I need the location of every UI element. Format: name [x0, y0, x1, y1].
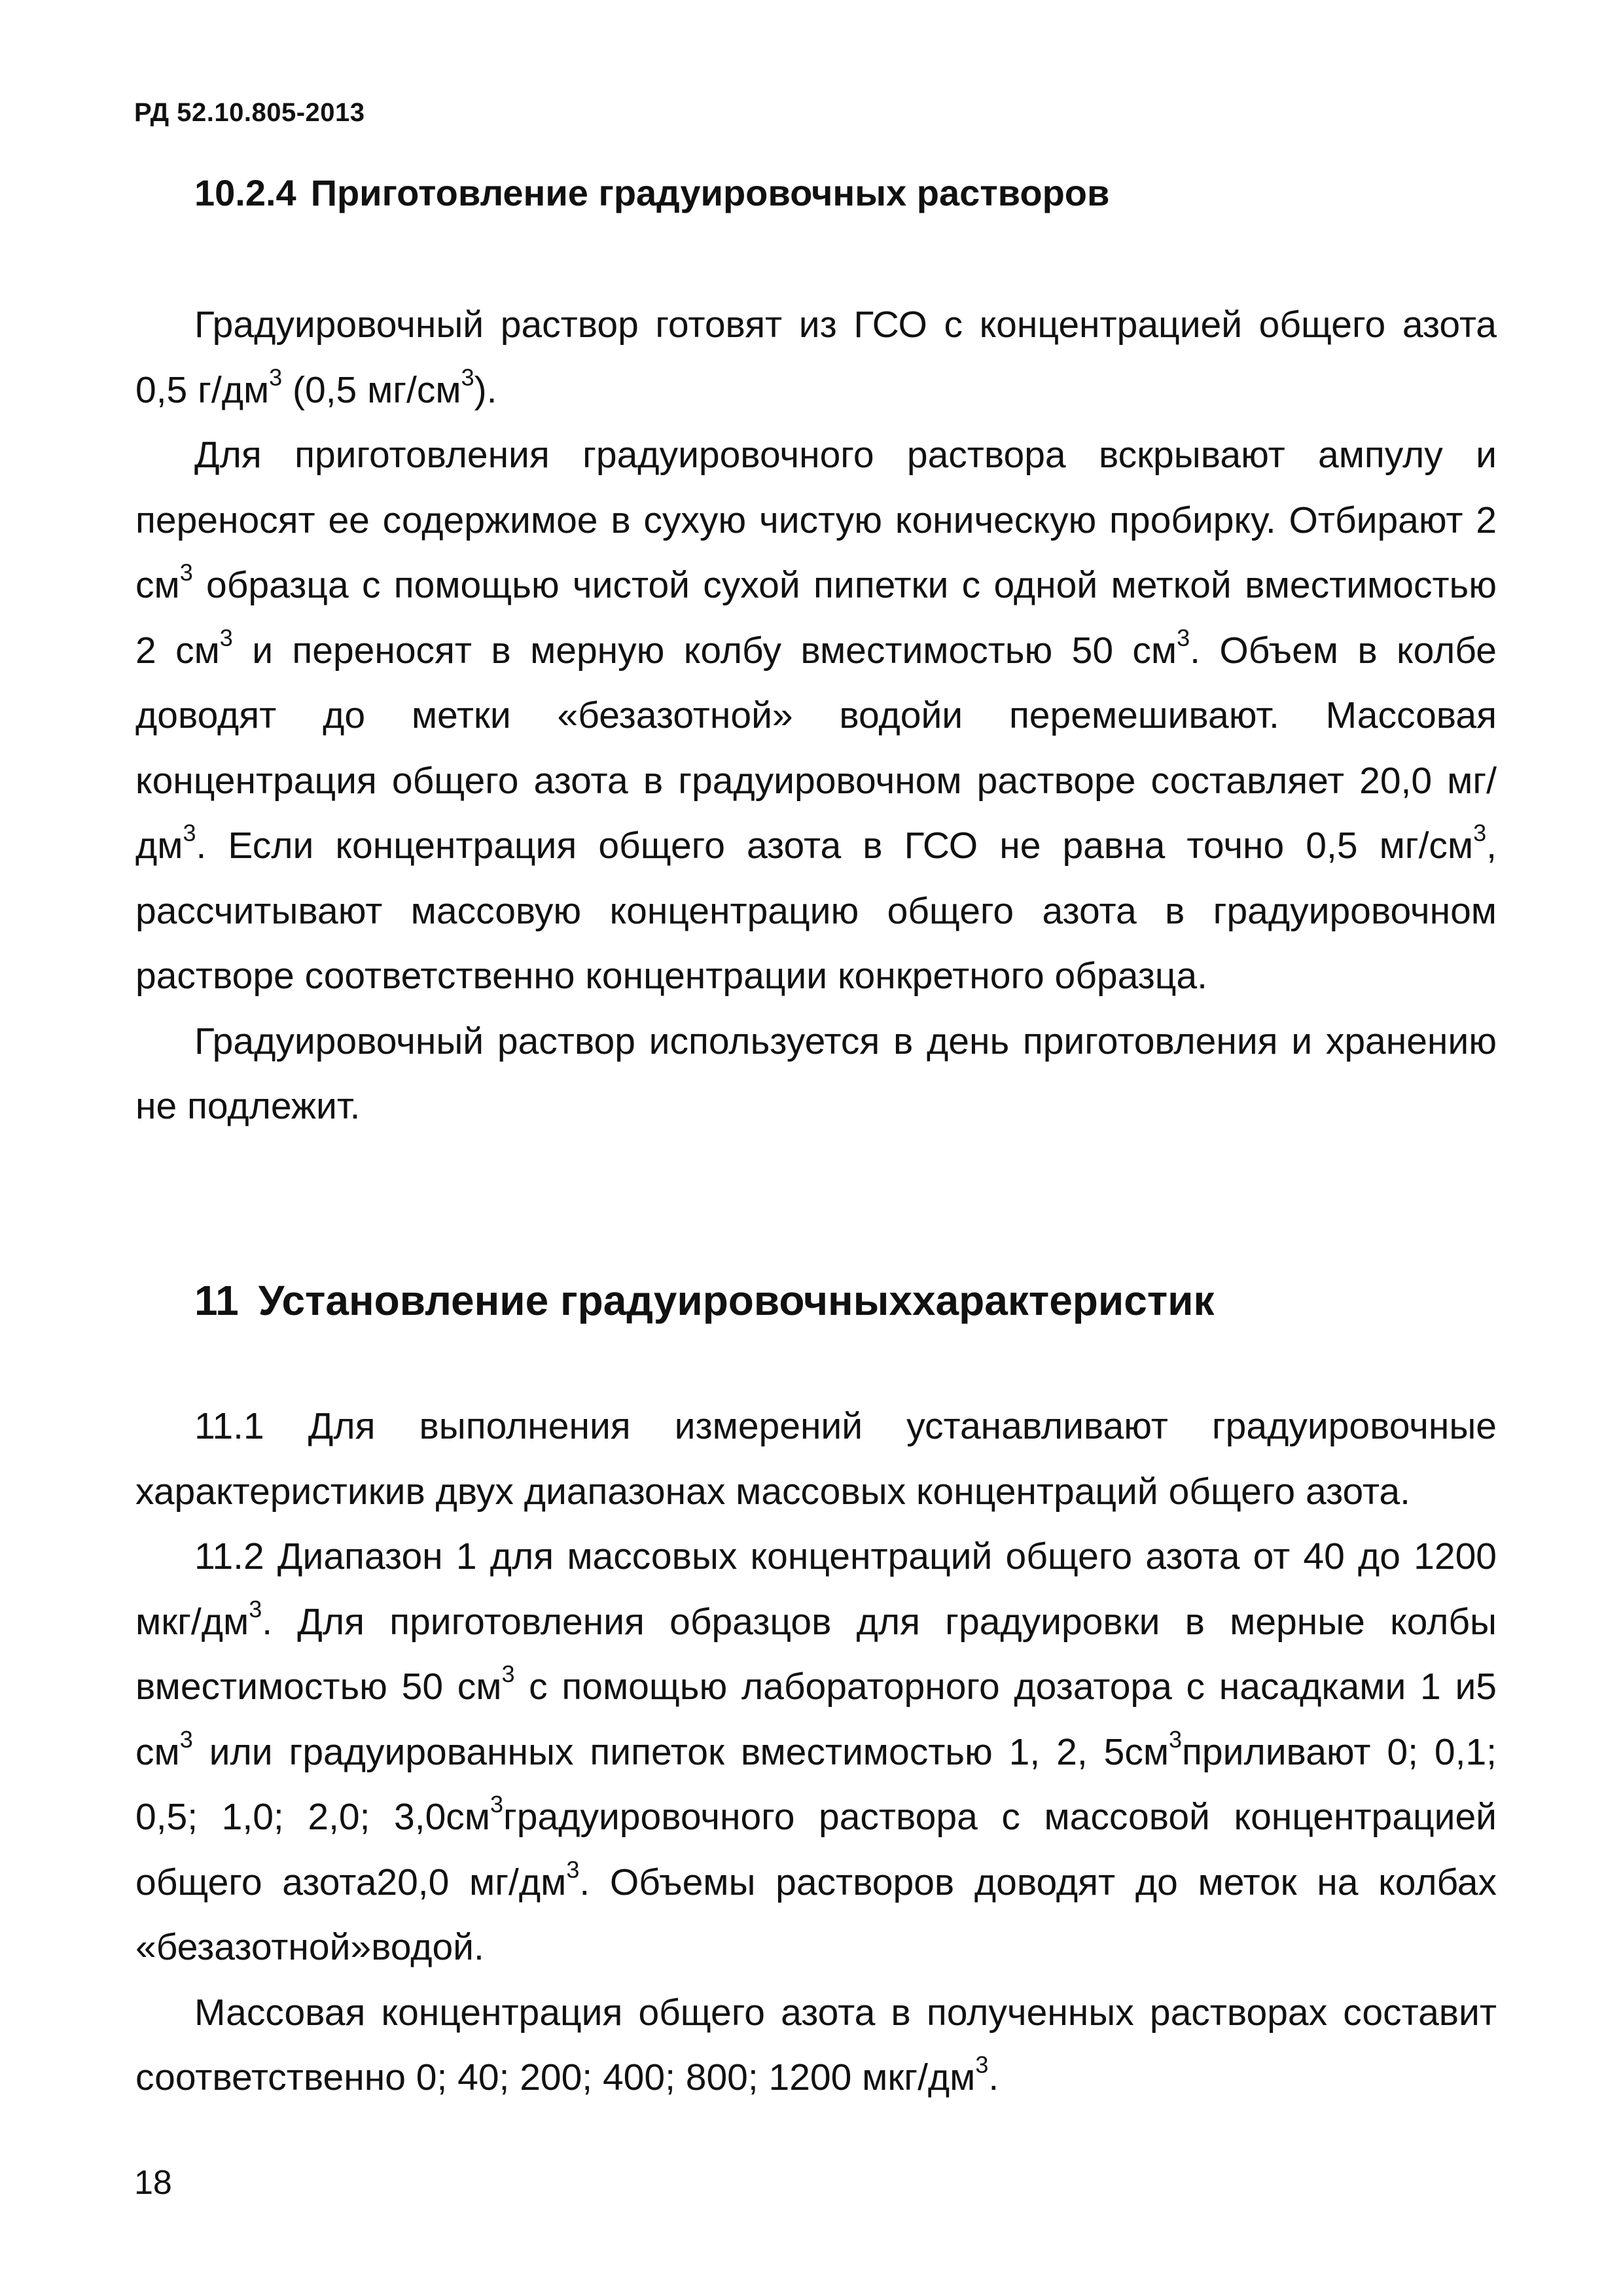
text-run: Для приготовления градуировочного раствора вскрывают ампулу и переносят ее содержимое в сухую чистую коническую пробирку. Отбирают 2 см [135, 434, 1497, 606]
text-run: , рассчитывают массовую концентрацию общего азота в градуировочном растворе соответственно концентрации конкретного образца. [135, 825, 1497, 997]
text-run: или градуированных пипеток вместимостью 1, 2, 5см [192, 1731, 1169, 1773]
section-11-heading [194, 1276, 1215, 1325]
section-number: 10.2.4 [194, 172, 296, 213]
superscript: 3 [1473, 819, 1487, 846]
superscript: 3 [183, 819, 196, 846]
text-run: с помощью лабораторного дозатора с насадками 1 и5 см [135, 1666, 1497, 1773]
superscript: 3 [179, 1725, 193, 1753]
text-run: образца с помощью чистой сухой пипетки с одной меткой вместимостью 2 см [135, 564, 1497, 672]
paragraph [135, 293, 1497, 423]
superscript: 3 [1169, 1725, 1183, 1753]
superscript: 3 [179, 559, 193, 586]
superscript: 3 [219, 624, 233, 651]
text-run: Массовая концентрация общего азота в полученных растворах составит соответственно 0; 40; 200; 400; 800; 1200 мкг/дм [135, 1991, 1497, 2098]
superscript: 3 [975, 2051, 989, 2078]
paragraph [135, 423, 1497, 1009]
superscript: 3 [1177, 624, 1190, 651]
text-run: . Объемы растворов доводят до меток на колбах «безазотной»водой. [135, 1861, 1497, 1968]
text-run: 11.2 Диапазон 1 для массовых концентраций общего азота от 40 до 1200 мкг/дм [135, 1535, 1497, 1643]
text-run: . Объем в колбе доводят до метки «безазотной» водойи перемешивают. Массовая концентрация общего азота в градуировочном растворе составляет 20,0 мг/дм [135, 629, 1497, 867]
text-run: . Для приготовления образцов для градуировки в мерные колбы вместимостью 50 см [135, 1600, 1497, 1708]
section-title: Приготовление градуировочных растворов [310, 172, 1110, 213]
text-run: и переносят в мерную колбу вместимостью 50 см [232, 629, 1177, 672]
document-code: РД 52.10.805-2013 [134, 98, 365, 127]
text-run: . Если концентрация общего азота в ГСО не равна точно 0,5 мг/см [196, 825, 1474, 867]
section-number: 11 [194, 1277, 239, 1324]
paragraph [135, 1524, 1497, 1981]
paragraph [135, 1981, 1497, 2111]
text-run: (0,5 мг/см [282, 368, 461, 411]
superscript: 3 [566, 1856, 580, 1883]
paragraph: 11.1 Для выполнения измерений устанавливают градуировочные характеристикив двух диапазонах массовых концентраций общего азота. [135, 1405, 1497, 1513]
section-title: Установление градуировочныххарактеристик [258, 1277, 1215, 1324]
page-number: 18 [134, 2164, 172, 2202]
section-11-body [135, 1394, 1497, 2111]
paragraph: Градуировочный раствор используется в день приготовления и хранению не подлежит. [135, 1020, 1497, 1127]
superscript: 3 [461, 363, 474, 391]
superscript: 3 [249, 1595, 262, 1623]
text-run: градуировочного раствора с массовой концентрацией общего азота20,0 мг/дм [135, 1796, 1497, 1903]
section-10-2-4-heading [194, 171, 1109, 214]
text-run: приливают 0; 0,1; 0,5; 1,0; 2,0; 3,0см [135, 1731, 1497, 1838]
section-10-2-4-body [135, 293, 1497, 1139]
text-run: Градуировочный раствор готовят из ГСО с концентрацией общего азота 0,5 г/дм [135, 304, 1497, 411]
superscript: 3 [269, 363, 283, 391]
superscript: 3 [490, 1791, 504, 1818]
superscript: 3 [501, 1660, 515, 1687]
text-run: . [988, 2056, 999, 2098]
text-run: ). [474, 368, 497, 411]
